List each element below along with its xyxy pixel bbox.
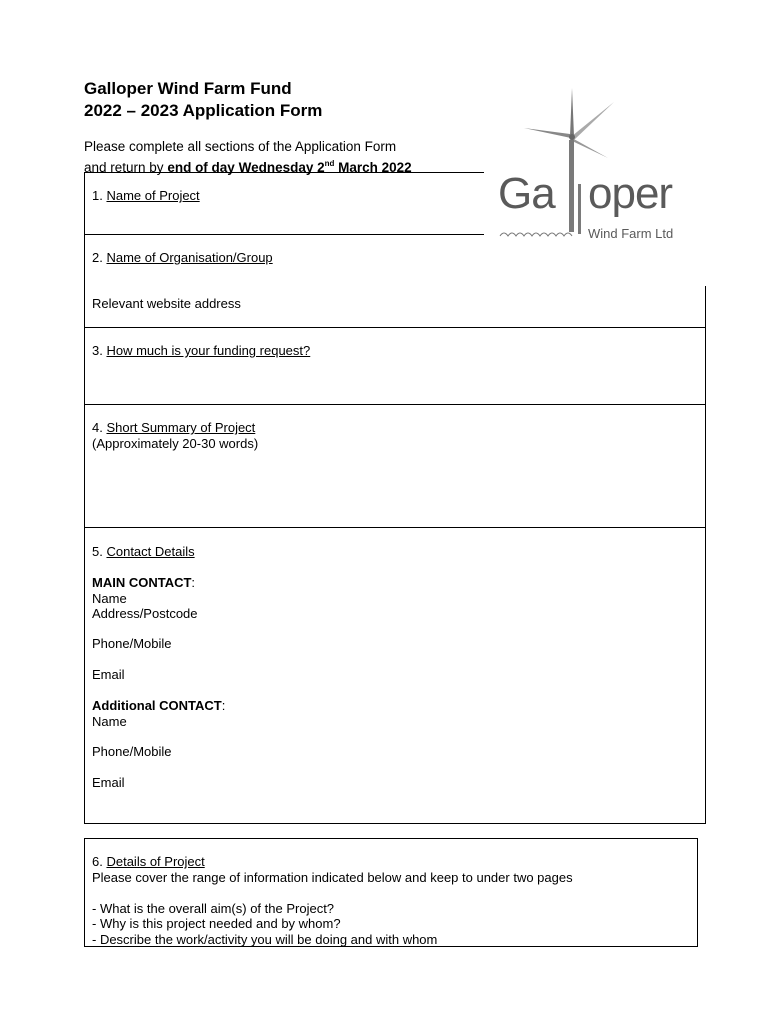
- intro-line1: Please complete all sections of the Application Form: [84, 139, 397, 154]
- list-item: - Why is this project needed and by whom?: [92, 916, 341, 931]
- section5-number: 5.: [92, 544, 107, 559]
- additional-contact-colon: :: [221, 698, 226, 713]
- section1-number: 1.: [92, 188, 107, 203]
- contact-email-label: Email: [92, 667, 125, 682]
- organisation-name-label: Name of Organisation/Group: [106, 250, 273, 265]
- section5-heading: [92, 544, 195, 560]
- section1-heading: [92, 188, 200, 204]
- section2-number: 2.: [92, 250, 107, 265]
- additional-phone-label: Phone/Mobile: [92, 744, 172, 759]
- contact-address-label: Address/Postcode: [92, 606, 198, 621]
- section2-right-border: [705, 286, 706, 824]
- funding-request-label: How much is your funding request?: [106, 343, 311, 358]
- deadline-b: March 2022: [334, 160, 412, 175]
- additional-contact-block: [92, 698, 225, 729]
- section6-number: 6.: [92, 854, 107, 869]
- main-contact-block: [92, 575, 198, 622]
- section4-bottom-border: [84, 527, 706, 528]
- project-details-instruction: Please cover the range of information indicated below and keep to under two pages: [92, 869, 573, 885]
- wind-turbine-icon: [496, 84, 706, 244]
- project-details-label: Details of Project: [106, 854, 205, 869]
- section1-left-border: [84, 172, 85, 824]
- additional-contact-heading: [92, 698, 225, 714]
- summary-label: Short Summary of Project: [106, 420, 256, 435]
- additional-name-label: Name: [92, 713, 127, 729]
- contact-details-label: Contact Details: [106, 544, 195, 559]
- section5-bottom-border: [84, 823, 706, 824]
- section1-top-border: [84, 172, 484, 173]
- contact-phone-label: Phone/Mobile: [92, 636, 172, 651]
- list-item: - What is the overall aim(s) of the Project?: [92, 900, 335, 916]
- main-contact-heading: [92, 575, 198, 591]
- deadline-sup: nd: [324, 159, 335, 168]
- section4-number: 4.: [92, 420, 107, 435]
- contact-name-label: Name: [92, 590, 127, 606]
- project-name-label: Name of Project: [106, 188, 200, 203]
- galloper-logo: [496, 84, 706, 244]
- form-title: [84, 78, 322, 122]
- logo-subtitle: Wind Farm Ltd: [588, 226, 674, 241]
- main-contact-title: MAIN CONTACT: [92, 575, 192, 590]
- section6-content: [92, 854, 573, 947]
- logo-word-ga: Ga: [498, 169, 555, 218]
- additional-contact-title: Additional CONTACT: [92, 698, 222, 713]
- list-item: - Describe the work/activity you will be doing and with whom: [92, 931, 438, 947]
- section3-number: 3.: [92, 343, 107, 358]
- form-title-line2: 2022 – 2023 Application Form: [84, 101, 323, 120]
- section1-bottom-border: [84, 234, 484, 235]
- section3-heading: [92, 343, 310, 359]
- main-contact-colon: :: [191, 575, 196, 590]
- section3-bottom-border: [84, 404, 706, 405]
- intro-prefix: and return by: [84, 160, 168, 175]
- summary-word-note: (Approximately 20-30 words): [92, 435, 259, 451]
- form-title-line1: Galloper Wind Farm Fund: [84, 79, 292, 98]
- section2-bottom-border: [84, 327, 706, 328]
- deadline-a: end of day Wednesday 2: [167, 160, 325, 175]
- additional-email-label: Email: [92, 775, 125, 790]
- logo-word-oper: oper: [588, 169, 673, 218]
- section4-heading: [92, 420, 258, 451]
- website-label: Relevant website address: [92, 296, 241, 311]
- intro-text: [84, 138, 412, 176]
- section2-heading: [92, 250, 273, 266]
